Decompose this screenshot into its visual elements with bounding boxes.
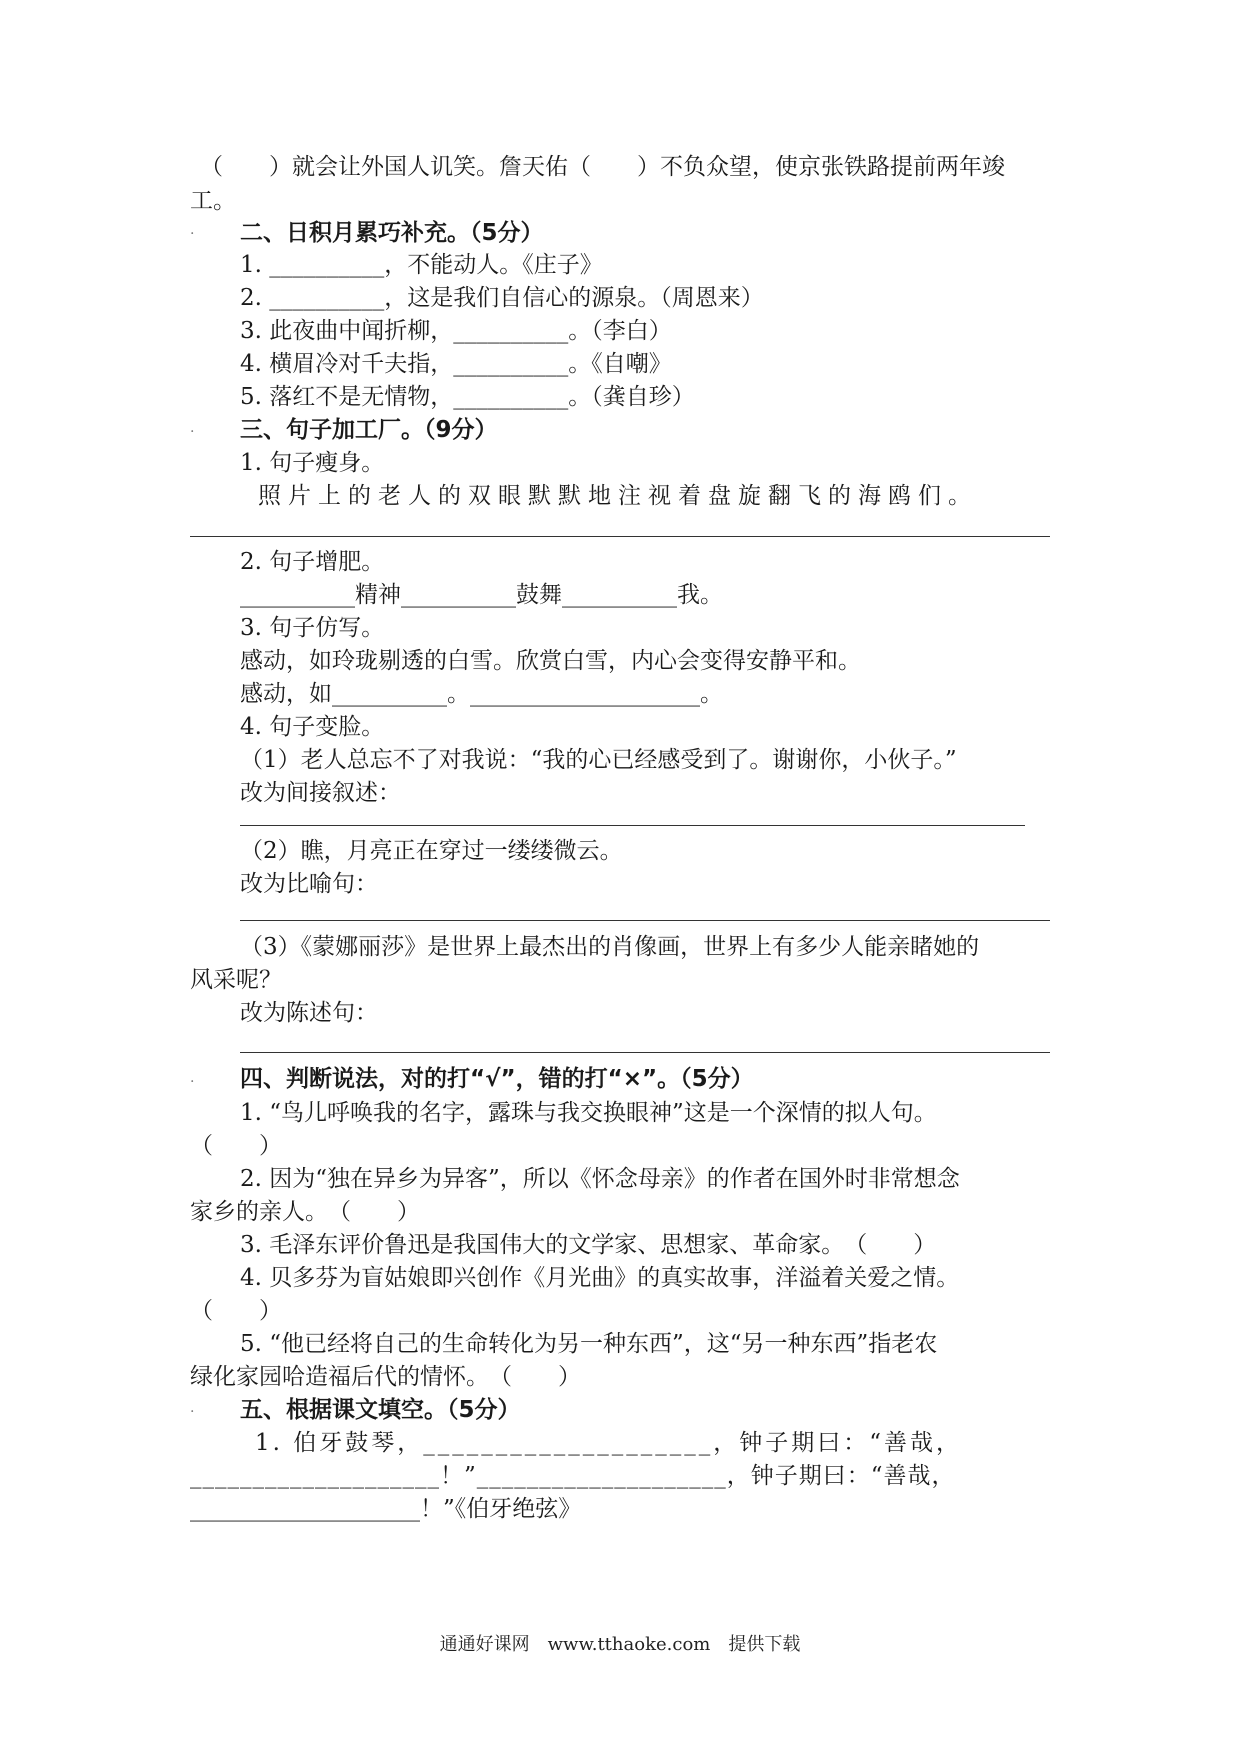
s3-q4-1-instruction: 改为间接叙述： <box>240 780 401 806</box>
s3-q3-blank: 感动，如__________。____________________。 <box>240 681 723 707</box>
s3-q4-2: （2）瞧，月亮正在穿过一缕缕微云。 <box>240 838 623 864</box>
s2-item-2: 2. __________，这是我们自信心的源泉。（周恩来） <box>240 285 764 311</box>
s2-item-1: 1. __________，不能动人。《庄子》 <box>240 252 603 278</box>
s3-q3: 3. 句子仿写。 <box>240 615 385 641</box>
s3-q4-3: （3）《蒙娜丽莎》是世界上最杰出的肖像画，世界上有多少人能亲睹她的 <box>240 934 980 960</box>
margin-mark: . <box>190 420 195 436</box>
s2-item-5: 5. 落红不是无情物，__________。（龚自珍） <box>240 384 695 410</box>
answer-line <box>190 536 1050 537</box>
section-2-title: 二、日积月累巧补充。（5分） <box>240 220 544 246</box>
s4-item-3: 3. 毛泽东评价鲁迅是我国伟大的文学家、思想家、革命家。 （ ） <box>240 1232 937 1258</box>
section-5-title: 五、根据课文填空。（5分） <box>240 1397 521 1423</box>
s3-q1-sentence: 照片上的老人的双眼默默地注视着盘旋翻飞的海鸥们。 <box>258 483 978 509</box>
s3-q4-3-cont: 风采呢？ <box>190 967 282 993</box>
s5-line-3: ____________________！”《伯牙绝弦》 <box>190 1496 582 1522</box>
s2-item-4: 4. 横眉冷对千夫指，__________。《自嘲》 <box>240 351 672 377</box>
answer-line <box>240 920 1050 921</box>
s3-q1: 1. 句子瘦身。 <box>240 450 385 476</box>
margin-mark: . <box>190 222 195 238</box>
s3-q4: 4. 句子变脸。 <box>240 714 385 740</box>
intro-line-2: 工。 <box>190 188 236 214</box>
s3-q4-1: （1）老人总忘不了对我说：“我的心已经感受到了。谢谢你，小伙子。” <box>240 747 957 773</box>
margin-mark: . <box>190 1070 195 1086</box>
s5-line-2: ____________________！”____________________，钟子期曰：“善哉， <box>190 1463 956 1489</box>
s5-line-1: 1. 伯牙鼓琴，____________________，钟子期曰：“善哉， <box>255 1430 963 1456</box>
s3-q2: 2. 句子增肥。 <box>240 549 385 575</box>
intro-line-1: （ ）就会让外国人讥笑。詹天佑（ ）不负众望，使京张铁路提前两年竣 <box>200 154 1005 180</box>
s4-item-2: 2. 因为“独在异乡为异客”，所以《怀念母亲》的作者在国外时非常想念 <box>240 1166 960 1192</box>
s4-item-4-paren: （ ） <box>190 1298 282 1324</box>
s3-q4-3-instruction: 改为陈述句： <box>240 1000 378 1026</box>
s4-item-5-cont: 绿化家园哈造福后代的情怀。 （ ） <box>190 1364 581 1390</box>
s4-item-2-cont: 家乡的亲人。 （ ） <box>190 1199 420 1225</box>
section-4-title: 四、判断说法，对的打“√”，错的打“×”。（5分） <box>240 1066 754 1092</box>
s4-item-5: 5. “他已经将自己的生命转化为另一种东西”，这“另一种东西”指老农 <box>240 1331 938 1357</box>
s4-item-1-paren: （ ） <box>190 1133 282 1159</box>
page-footer: 通通好课网 www.tthaoke.com 提供下载 <box>439 1634 801 1655</box>
answer-line <box>240 1052 1050 1053</box>
s4-item-4: 4. 贝多芬为盲姑娘即兴创作《月光曲》的真实故事，洋溢着关爱之情。 <box>240 1265 960 1291</box>
section-3-title: 三、句子加工厂。（9分） <box>240 417 498 443</box>
answer-line <box>240 825 1025 826</box>
s3-q4-2-instruction: 改为比喻句： <box>240 871 378 897</box>
s4-item-1: 1. “鸟儿呼唤我的名字，露珠与我交换眼神”这是一个深情的拟人句。 <box>240 1100 937 1126</box>
margin-mark: . <box>190 1400 195 1416</box>
s3-q3-example: 感动，如玲珑剔透的白雪。欣赏白雪，内心会变得安静平和。 <box>240 648 861 674</box>
s2-item-3: 3. 此夜曲中闻折柳，__________。（李白） <box>240 318 672 344</box>
s3-q2-sentence: __________精神__________鼓舞__________我。 <box>240 582 723 608</box>
